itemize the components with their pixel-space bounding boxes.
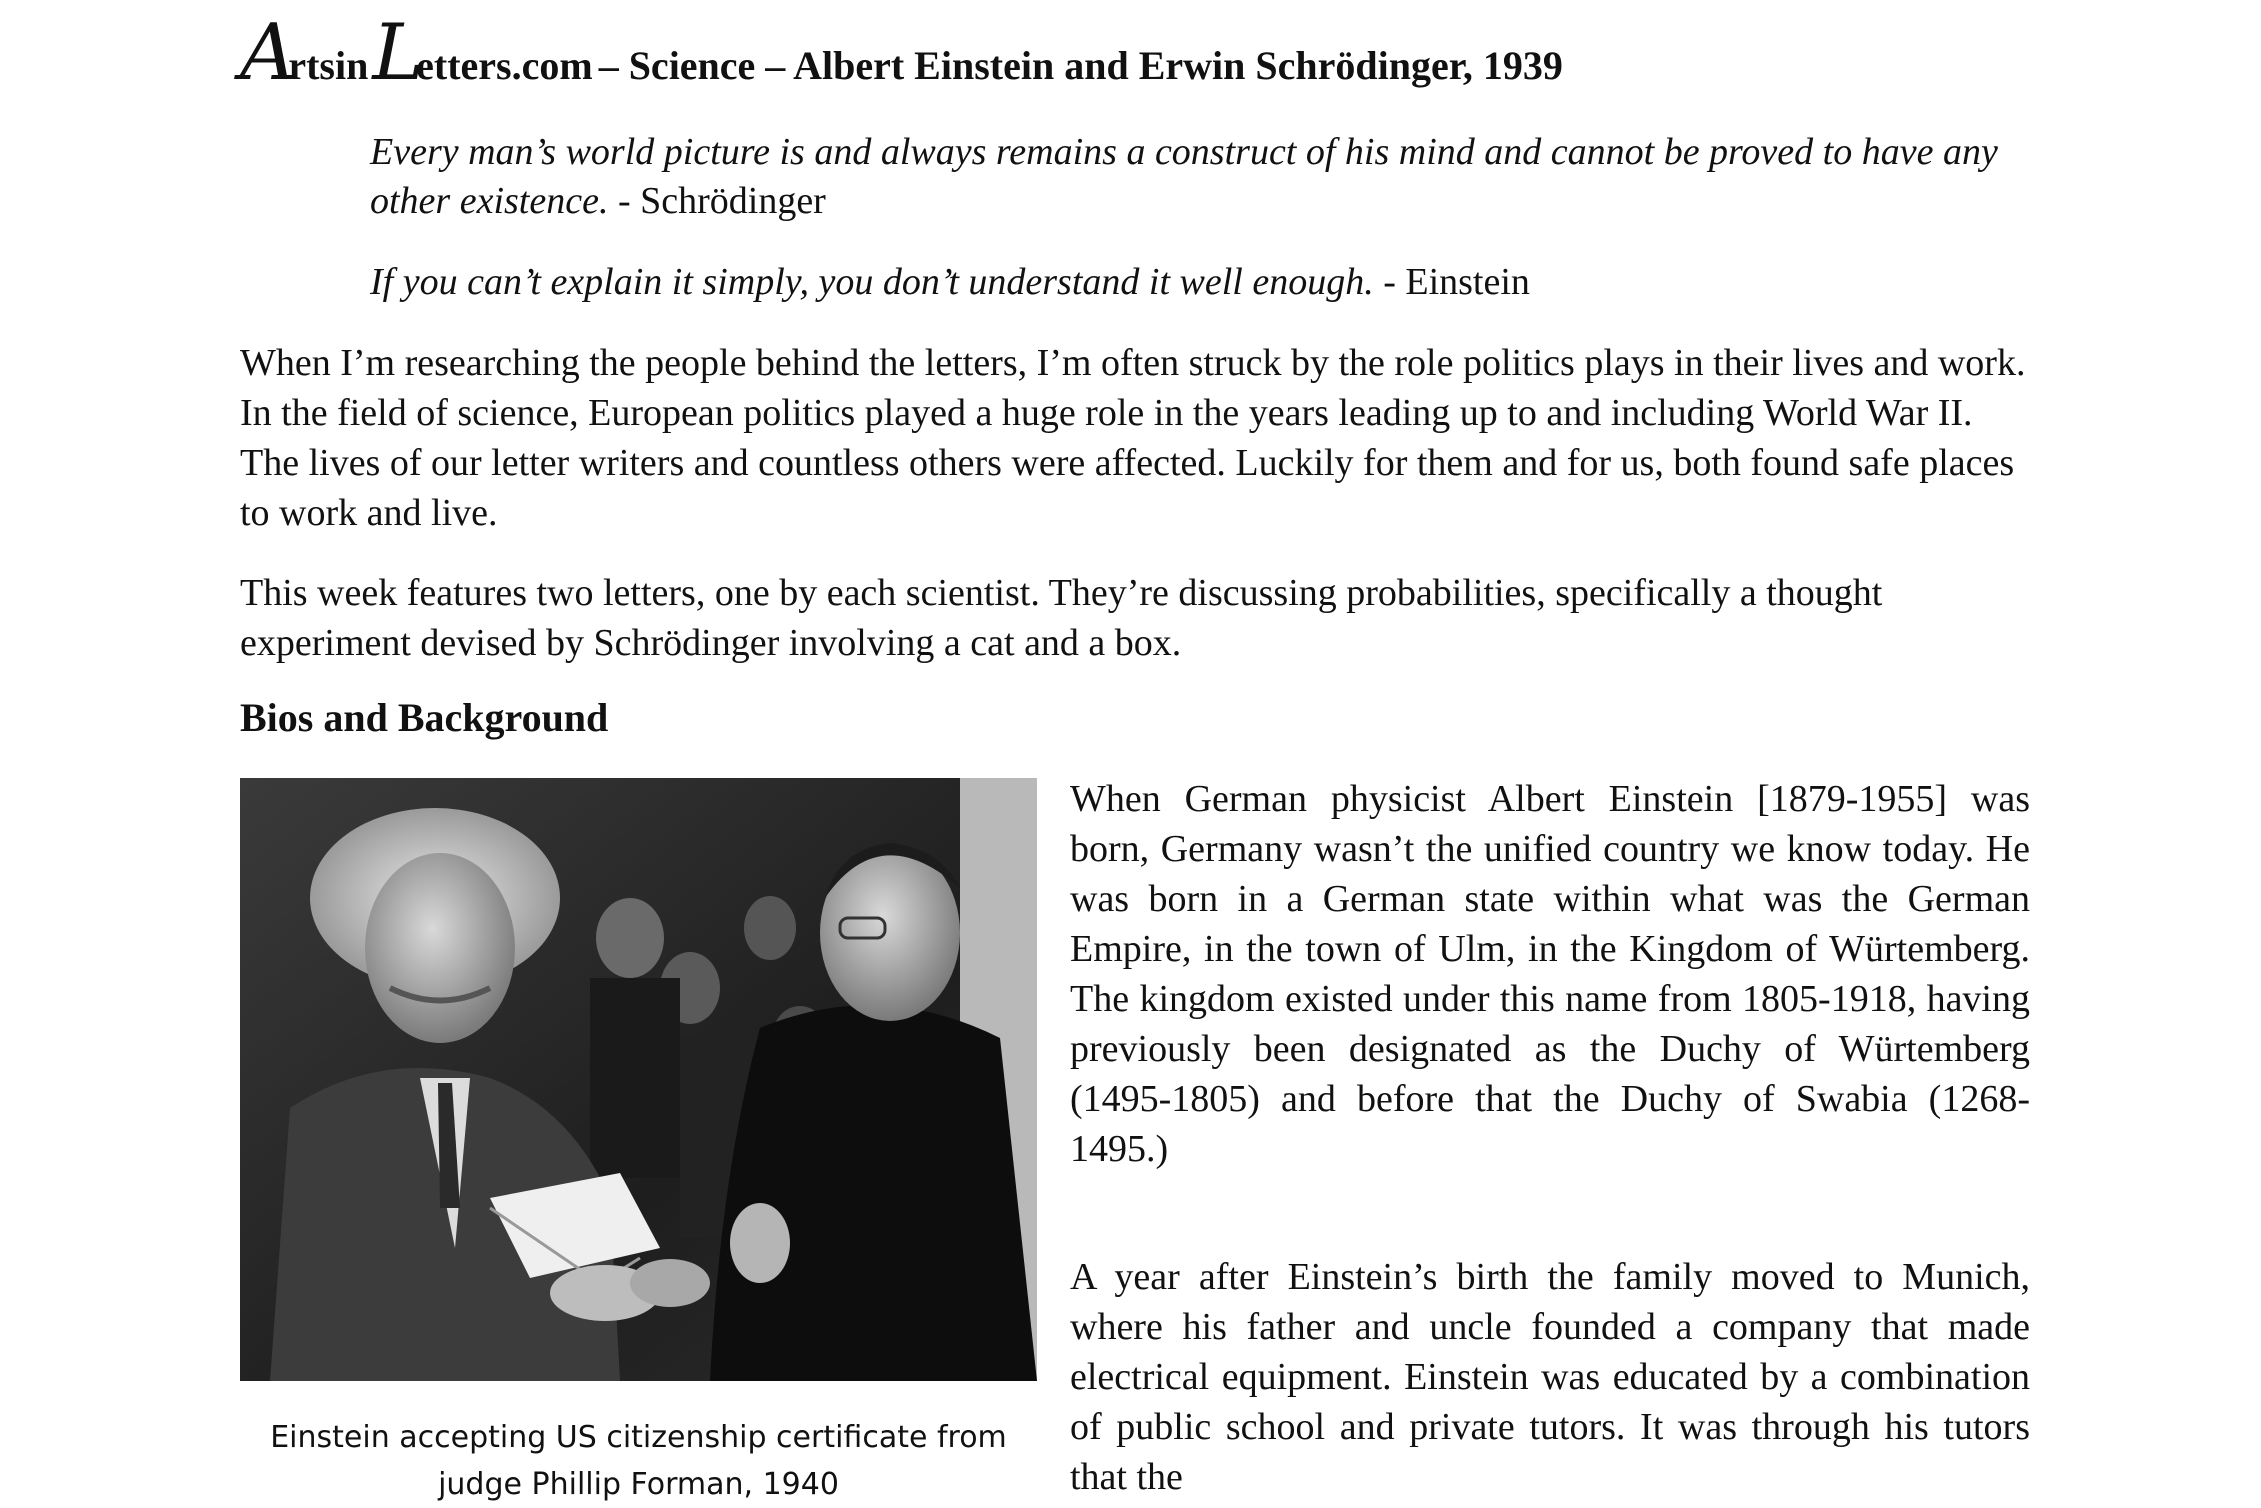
quote-attribution: - Einstein bbox=[1373, 261, 1530, 303]
quote-attribution: - Schrödinger bbox=[608, 180, 826, 222]
section-heading: Bios and Background bbox=[240, 695, 609, 740]
einstein-citizenship-photo bbox=[240, 778, 1037, 1381]
logo-text-first: rtsin bbox=[288, 43, 369, 88]
intro-paragraph: This week features two letters, one by each scientist. They’re discussing probabilities, specifically a thought experiment devised by Schrödinger involving a cat and a box. bbox=[240, 572, 1883, 664]
page-title: – Science – Albert Einstein and Erwin Schrödinger, 1939 bbox=[598, 43, 1563, 88]
page-header bbox=[240, 8, 1563, 98]
logo-text-second: etters.com bbox=[416, 43, 593, 88]
quote-einstein bbox=[370, 258, 2010, 307]
site-logo[interactable] bbox=[240, 8, 597, 98]
bio-paragraph: A year after Einstein’s birth the family moved to Munich, where his father and uncle founded a company that made electrical equipment. Einstein was educated by a combination of public school and private tutors. It was through his tutors that the bbox=[1070, 1256, 2030, 1498]
quote-schrodinger bbox=[370, 128, 2010, 226]
logo-cap-a: A bbox=[240, 8, 295, 98]
quote-text: Every man’s world picture is and always remains a construct of his mind and cannot be proved to have any other existence. bbox=[370, 131, 1998, 222]
bio-paragraph: When German physicist Albert Einstein [1879-1955] was born, Germany wasn’t the unified country we know today. He was born in a German state within what was the German Empire, in the town of Ulm, in the Kingdom of Würtemberg. The kingdom existed under this name from 1805-1918, having previously been designated as the Duchy of Würtemberg (1495-1805) and before that the Duchy of Swabia (1268-1495.) bbox=[1070, 778, 2030, 1170]
intro-paragraph: When I’m researching the people behind the letters, I’m often struck by the role politics plays in their lives and work. In the field of science, European politics played a huge role in the years leading up to and including World War II. The lives of our letter writers and countless others were affected. Luckily for them and for us, both found safe places to work and live. bbox=[240, 342, 2026, 534]
quote-text: If you can’t explain it simply, you don’t understand it well enough. bbox=[370, 261, 1374, 303]
photo-caption: Einstein accepting US citizenship certificate from judge Phillip Forman, 1940 bbox=[270, 1420, 1007, 1502]
logo-cap-l: L bbox=[372, 8, 423, 98]
